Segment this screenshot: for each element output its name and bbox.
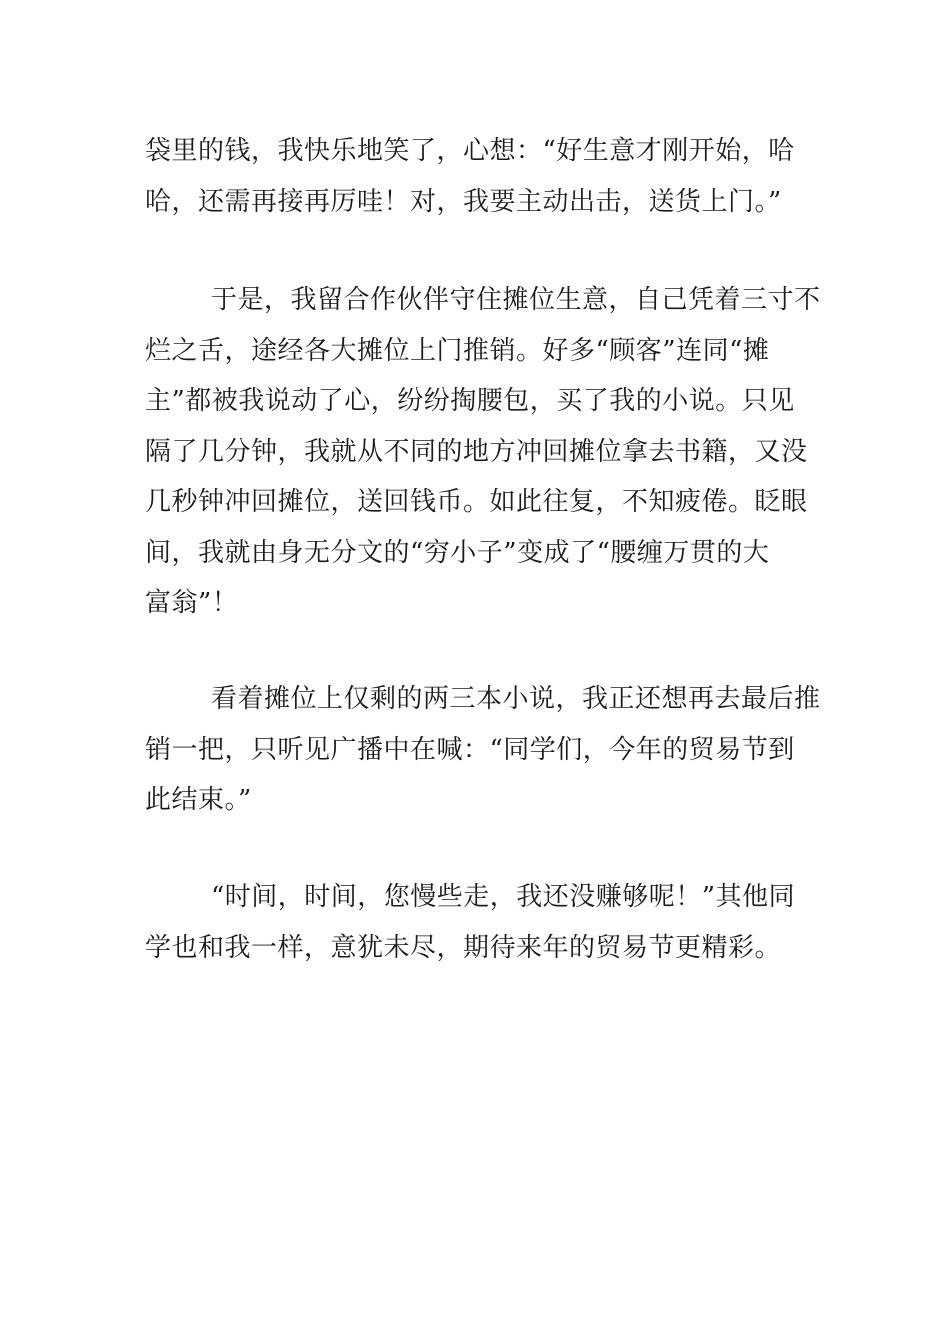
paragraph-2 — [145, 275, 821, 629]
paragraph-line: 学也和我一样，意犹未尽，期待来年的贸易节更精彩。 — [145, 932, 782, 963]
paragraph-line: 隔了几分钟，我就从不同的地方冲回摊位拿去书籍，又没 — [145, 436, 808, 467]
paragraph-line: 哈，还需再接再厉哇！对，我要主动出击，送货上门。” — [145, 186, 782, 217]
paragraph-line: “时间，时间，您慢些走，我还没赚够呢！”其他同 — [211, 882, 796, 912]
paragraph-line: 此结束。” — [145, 785, 252, 815]
paragraph-line: 间，我就由身无分文的“穷小子”变成了“腰缠万贯的大 — [145, 537, 770, 568]
paragraph-line: 销一把，只听见广播中在喊：“同学们，今年的贸易节到 — [145, 734, 795, 765]
paragraph-1 — [145, 126, 810, 227]
paragraph-line: 富翁”！ — [145, 588, 239, 618]
paragraph-line: 于是，我留合作伙伴守住摊位生意，自己凭着三寸不 — [211, 285, 821, 315]
paragraph-3 — [145, 674, 821, 826]
paragraph-line: 袋里的钱，我快乐地笑了，心想：“好生意才刚开始，哈 — [145, 136, 795, 166]
paragraph-line: 主”都被我说动了心，纷纷掏腰包，买了我的小说。只见 — [145, 386, 795, 416]
paragraph-4 — [145, 872, 810, 973]
paragraph-line: 烂之舌，途经各大摊位上门推销。好多“顾客”连同“摊 — [145, 335, 770, 366]
paragraph-line: 几秒钟冲回摊位，送回钱币。如此往复，不知疲倦。眨眼 — [145, 487, 808, 517]
paragraph-line: 看着摊位上仅剩的两三本小说，我正还想再去最后推 — [211, 684, 821, 714]
